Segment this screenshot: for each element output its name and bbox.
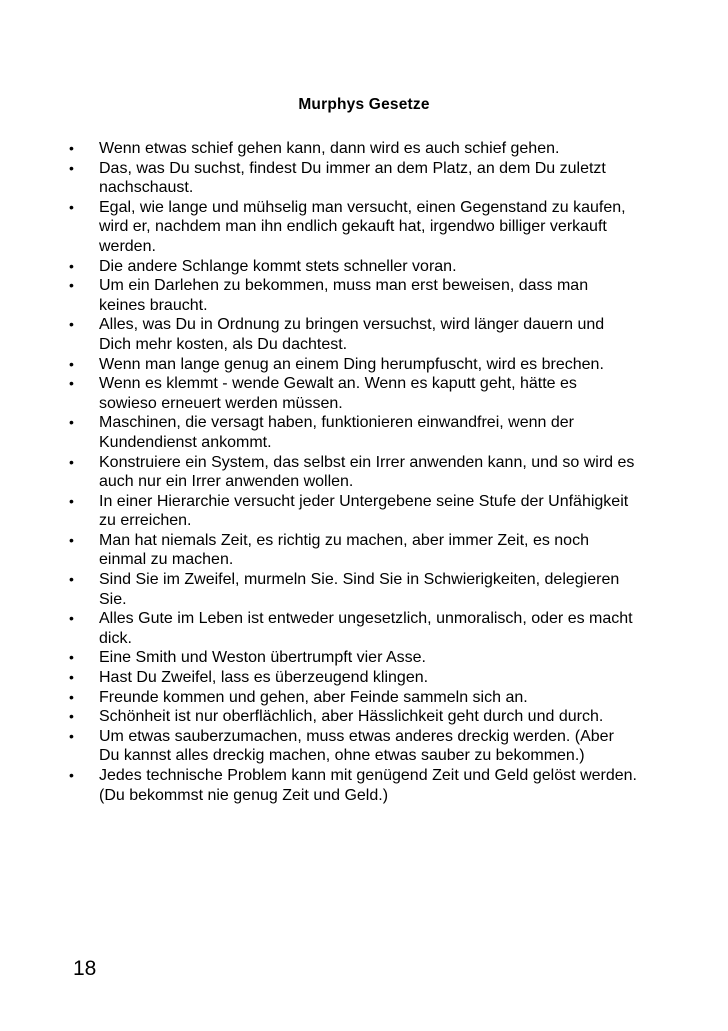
bullet-icon: • <box>69 198 74 215</box>
bullet-icon: • <box>69 277 74 294</box>
list-item <box>67 315 637 354</box>
list-item <box>67 531 637 570</box>
bullet-icon: • <box>69 531 74 548</box>
bullet-icon: • <box>69 159 74 176</box>
list-item <box>67 276 637 315</box>
law-text: Wenn etwas schief gehen kann, dann wird es auch schief gehen. <box>99 140 560 157</box>
law-text: Eine Smith und Weston übertrumpft vier Asse. <box>99 649 426 667</box>
list-item <box>67 355 637 375</box>
list-item <box>67 159 637 198</box>
list-item <box>67 609 637 648</box>
law-text: Hast Du Zweifel, lass es überzeugend klingen. <box>99 669 429 687</box>
list-item <box>67 492 637 531</box>
bullet-icon: • <box>69 649 74 666</box>
list-item <box>67 570 637 609</box>
law-text: In einer Hierarchie versucht jeder Untergebene seine Stufe der Unfähigkeit zu erreichen. <box>99 492 629 530</box>
bullet-icon: • <box>69 257 74 274</box>
bullet-icon: • <box>69 571 74 588</box>
bullet-icon: • <box>69 688 74 705</box>
page-title: Murphys Gesetze <box>298 96 430 113</box>
law-text: Maschinen, die versagt haben, funktionieren einwandfrei, wenn der Kundendienst ankommt. <box>99 414 574 451</box>
bullet-icon: • <box>69 355 74 372</box>
law-text: Alles Gute im Leben ist entweder ungesetzlich, unmoralisch, oder es macht dick. <box>99 610 633 647</box>
list-item <box>67 257 637 277</box>
law-text: Wenn es klemmt - wende Gewalt an. Wenn es kaputt geht, hätte es sowieso erneuert werden müssen. <box>99 375 577 412</box>
list-item <box>67 688 637 708</box>
law-text: Sind Sie im Zweifel, murmeln Sie. Sind Sie in Schwierigkeiten, delegieren Sie. <box>99 571 620 608</box>
law-text: Um etwas sauberzumachen, muss etwas anderes dreckig werden. (Aber Du kannst alles dreckig machen, ohne etwas sauber zu bekommen.) <box>99 727 614 765</box>
law-text: Alles, was Du in Ordnung zu bringen versuchst, wird länger dauern und Dich mehr kosten, als Du dachtest. <box>99 316 605 353</box>
list-item <box>67 668 637 688</box>
page-number: 18 <box>73 957 97 980</box>
bullet-icon: • <box>69 414 74 431</box>
bullet-icon: • <box>69 316 74 333</box>
law-text: Egal, wie lange und mühselig man versucht, einen Gegenstand zu kaufen, wird er, nachdem man ihn endlich gekauft hat, irgendwo billiger verkauft werden. <box>99 198 626 255</box>
bullet-icon: • <box>69 375 74 392</box>
list-item <box>67 766 637 805</box>
bullet-icon: • <box>69 492 74 509</box>
law-text: Das, was Du suchst, findest Du immer an dem Platz, an dem Du zuletzt nachschaust. <box>99 159 606 197</box>
list-item <box>67 648 637 668</box>
bullet-icon: • <box>69 610 74 627</box>
list-item <box>67 413 637 452</box>
list-item <box>67 139 637 159</box>
list-item <box>67 453 637 492</box>
bullet-icon: • <box>69 453 74 470</box>
law-text: Konstruiere ein System, das selbst ein Irrer anwenden kann, und so wird es auch nur ein Irrer anwenden wollen. <box>99 453 635 491</box>
list-item <box>67 198 637 257</box>
law-list <box>67 139 637 805</box>
list-item <box>67 374 637 413</box>
bullet-icon: • <box>69 669 74 686</box>
list-item <box>67 727 637 766</box>
bullet-icon: • <box>69 767 74 783</box>
law-text: Schönheit ist nur oberflächlich, aber Hässlichkeit geht durch und durch. <box>99 708 604 726</box>
law-text: Die andere Schlange kommt stets schneller voran. <box>99 257 457 275</box>
bullet-icon: • <box>69 727 74 744</box>
list-item <box>67 707 637 727</box>
law-text: Wenn man lange genug an einem Ding herumpfuscht, wird es brechen. <box>99 355 604 373</box>
law-text: Jedes technische Problem kann mit genügend Zeit und Geld gelöst werden. (Du bekommst nie genug Zeit und Geld.) <box>99 767 637 804</box>
law-text: Um ein Darlehen zu bekommen, muss man erst beweisen, dass man keines braucht. <box>99 277 589 314</box>
law-text: Man hat niemals Zeit, es richtig zu machen, aber immer Zeit, es noch einmal zu machen. <box>99 531 589 569</box>
bullet-icon: • <box>69 708 74 725</box>
law-text: Freunde kommen und gehen, aber Feinde sammeln sich an. <box>99 688 528 706</box>
bullet-icon: • <box>69 140 74 156</box>
